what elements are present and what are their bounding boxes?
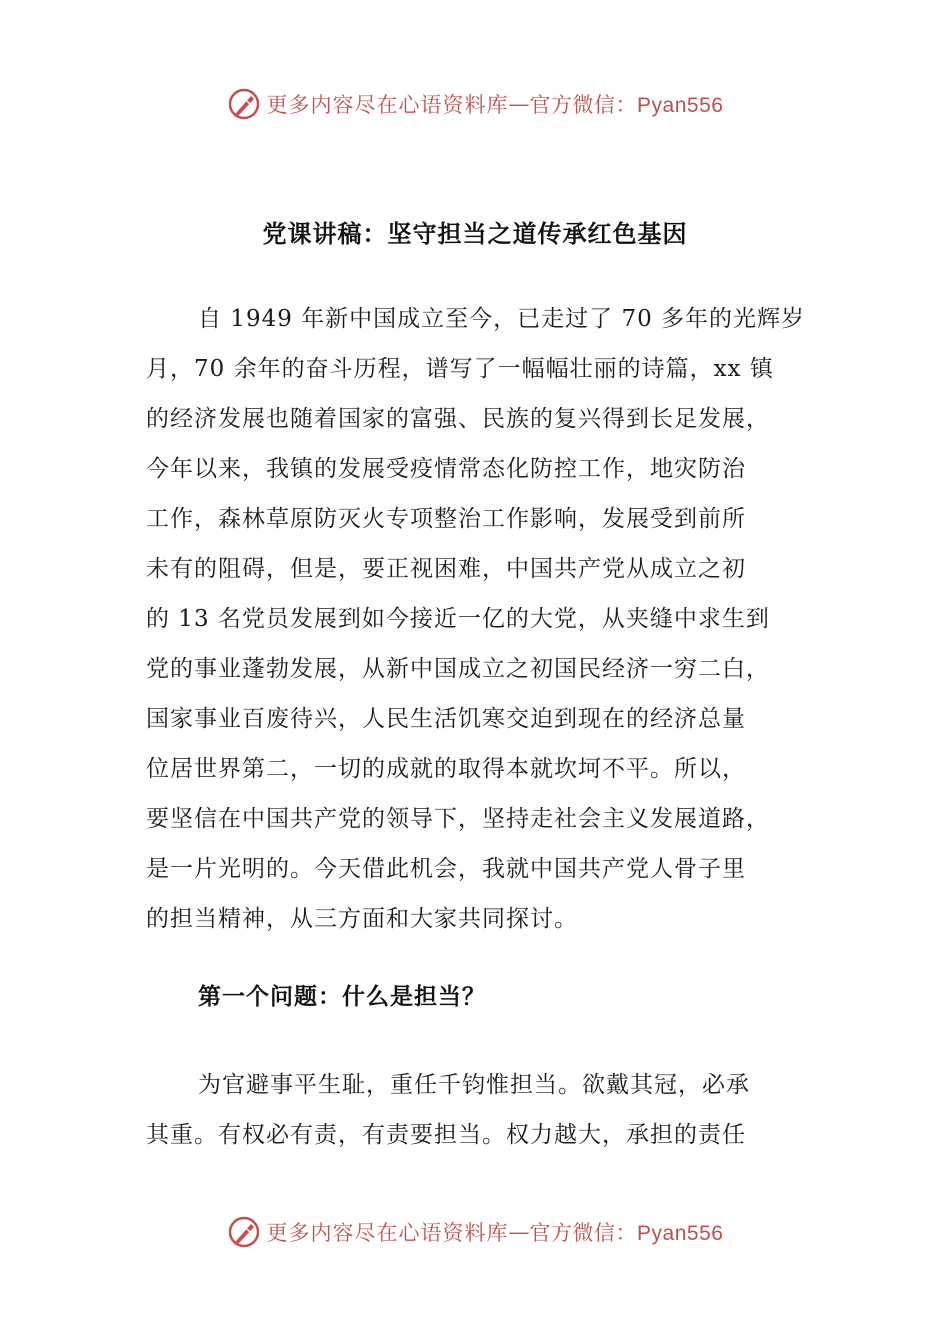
paragraph-line: 是一片光明的。今天借此机会，我就中国共产党人骨子里 bbox=[146, 856, 746, 882]
paragraph-line: 的担当精神，从三方面和大家共同探讨。 bbox=[146, 906, 578, 932]
paragraph-line: 党的事业蓬勃发展，从新中国成立之初国民经济一穷二白， bbox=[146, 656, 770, 682]
paragraph-line: 位居世界第二，一切的成就的取得本就坎坷不平。所以， bbox=[146, 756, 746, 782]
banner-wechat-id: 官方微信：Pyan556 bbox=[529, 1222, 724, 1245]
paragraph-line: 其重。有权必有责，有责要担当。权力越大，承担的责任 bbox=[146, 1122, 746, 1148]
paragraph-line: 要坚信在中国共产党的领导下，坚持走社会主义发展道路， bbox=[146, 806, 770, 832]
paragraph-line: 自 1949 年新中国成立至今，已走过了 70 多年的光辉岁 bbox=[198, 306, 806, 332]
document-title: 党课讲稿：坚守担当之道传承红色基因 bbox=[262, 220, 688, 248]
banner-separator: — bbox=[508, 92, 530, 116]
footer-banner bbox=[0, 1212, 950, 1252]
paragraph-line: 今年以来，我镇的发展受疫情常态化防控工作，地灾防治 bbox=[146, 456, 746, 482]
quill-pen-icon bbox=[227, 87, 261, 121]
paragraph-line: 的经济发展也随着国家的富强、民族的复兴得到长足发展， bbox=[146, 406, 770, 432]
paragraph-2 bbox=[146, 1060, 806, 1160]
paragraph-line: 工作，森林草原防灭火专项整治工作影响，发展受到前所 bbox=[146, 506, 746, 532]
banner-wechat-id: 官方微信：Pyan556 bbox=[529, 94, 724, 117]
quill-pen-icon bbox=[227, 1215, 261, 1249]
paragraph-line: 未有的阻碍，但是，要正视困难，中国共产党从成立之初 bbox=[146, 556, 746, 582]
banner-site-name: 更多内容尽在心语资料库 bbox=[266, 93, 509, 117]
paragraph-line: 月，70 余年的奋斗历程，谱写了一幅幅壮丽的诗篇，xx 镇 bbox=[146, 356, 774, 382]
paragraph-1 bbox=[146, 294, 806, 944]
banner-site-name: 更多内容尽在心语资料库 bbox=[266, 1221, 509, 1245]
banner-separator: — bbox=[508, 1220, 530, 1244]
paragraph-line: 为官避事平生耻，重任千钧惟担当。欲戴其冠，必承 bbox=[198, 1072, 750, 1098]
section-heading: 第一个问题：什么是担当？ bbox=[198, 984, 486, 1010]
header-banner bbox=[0, 84, 950, 124]
paragraph-line: 的 13 名党员发展到如今接近一亿的大党，从夹缝中求生到 bbox=[146, 606, 770, 632]
paragraph-line: 国家事业百废待兴，人民生活饥寒交迫到现在的经济总量 bbox=[146, 706, 746, 732]
